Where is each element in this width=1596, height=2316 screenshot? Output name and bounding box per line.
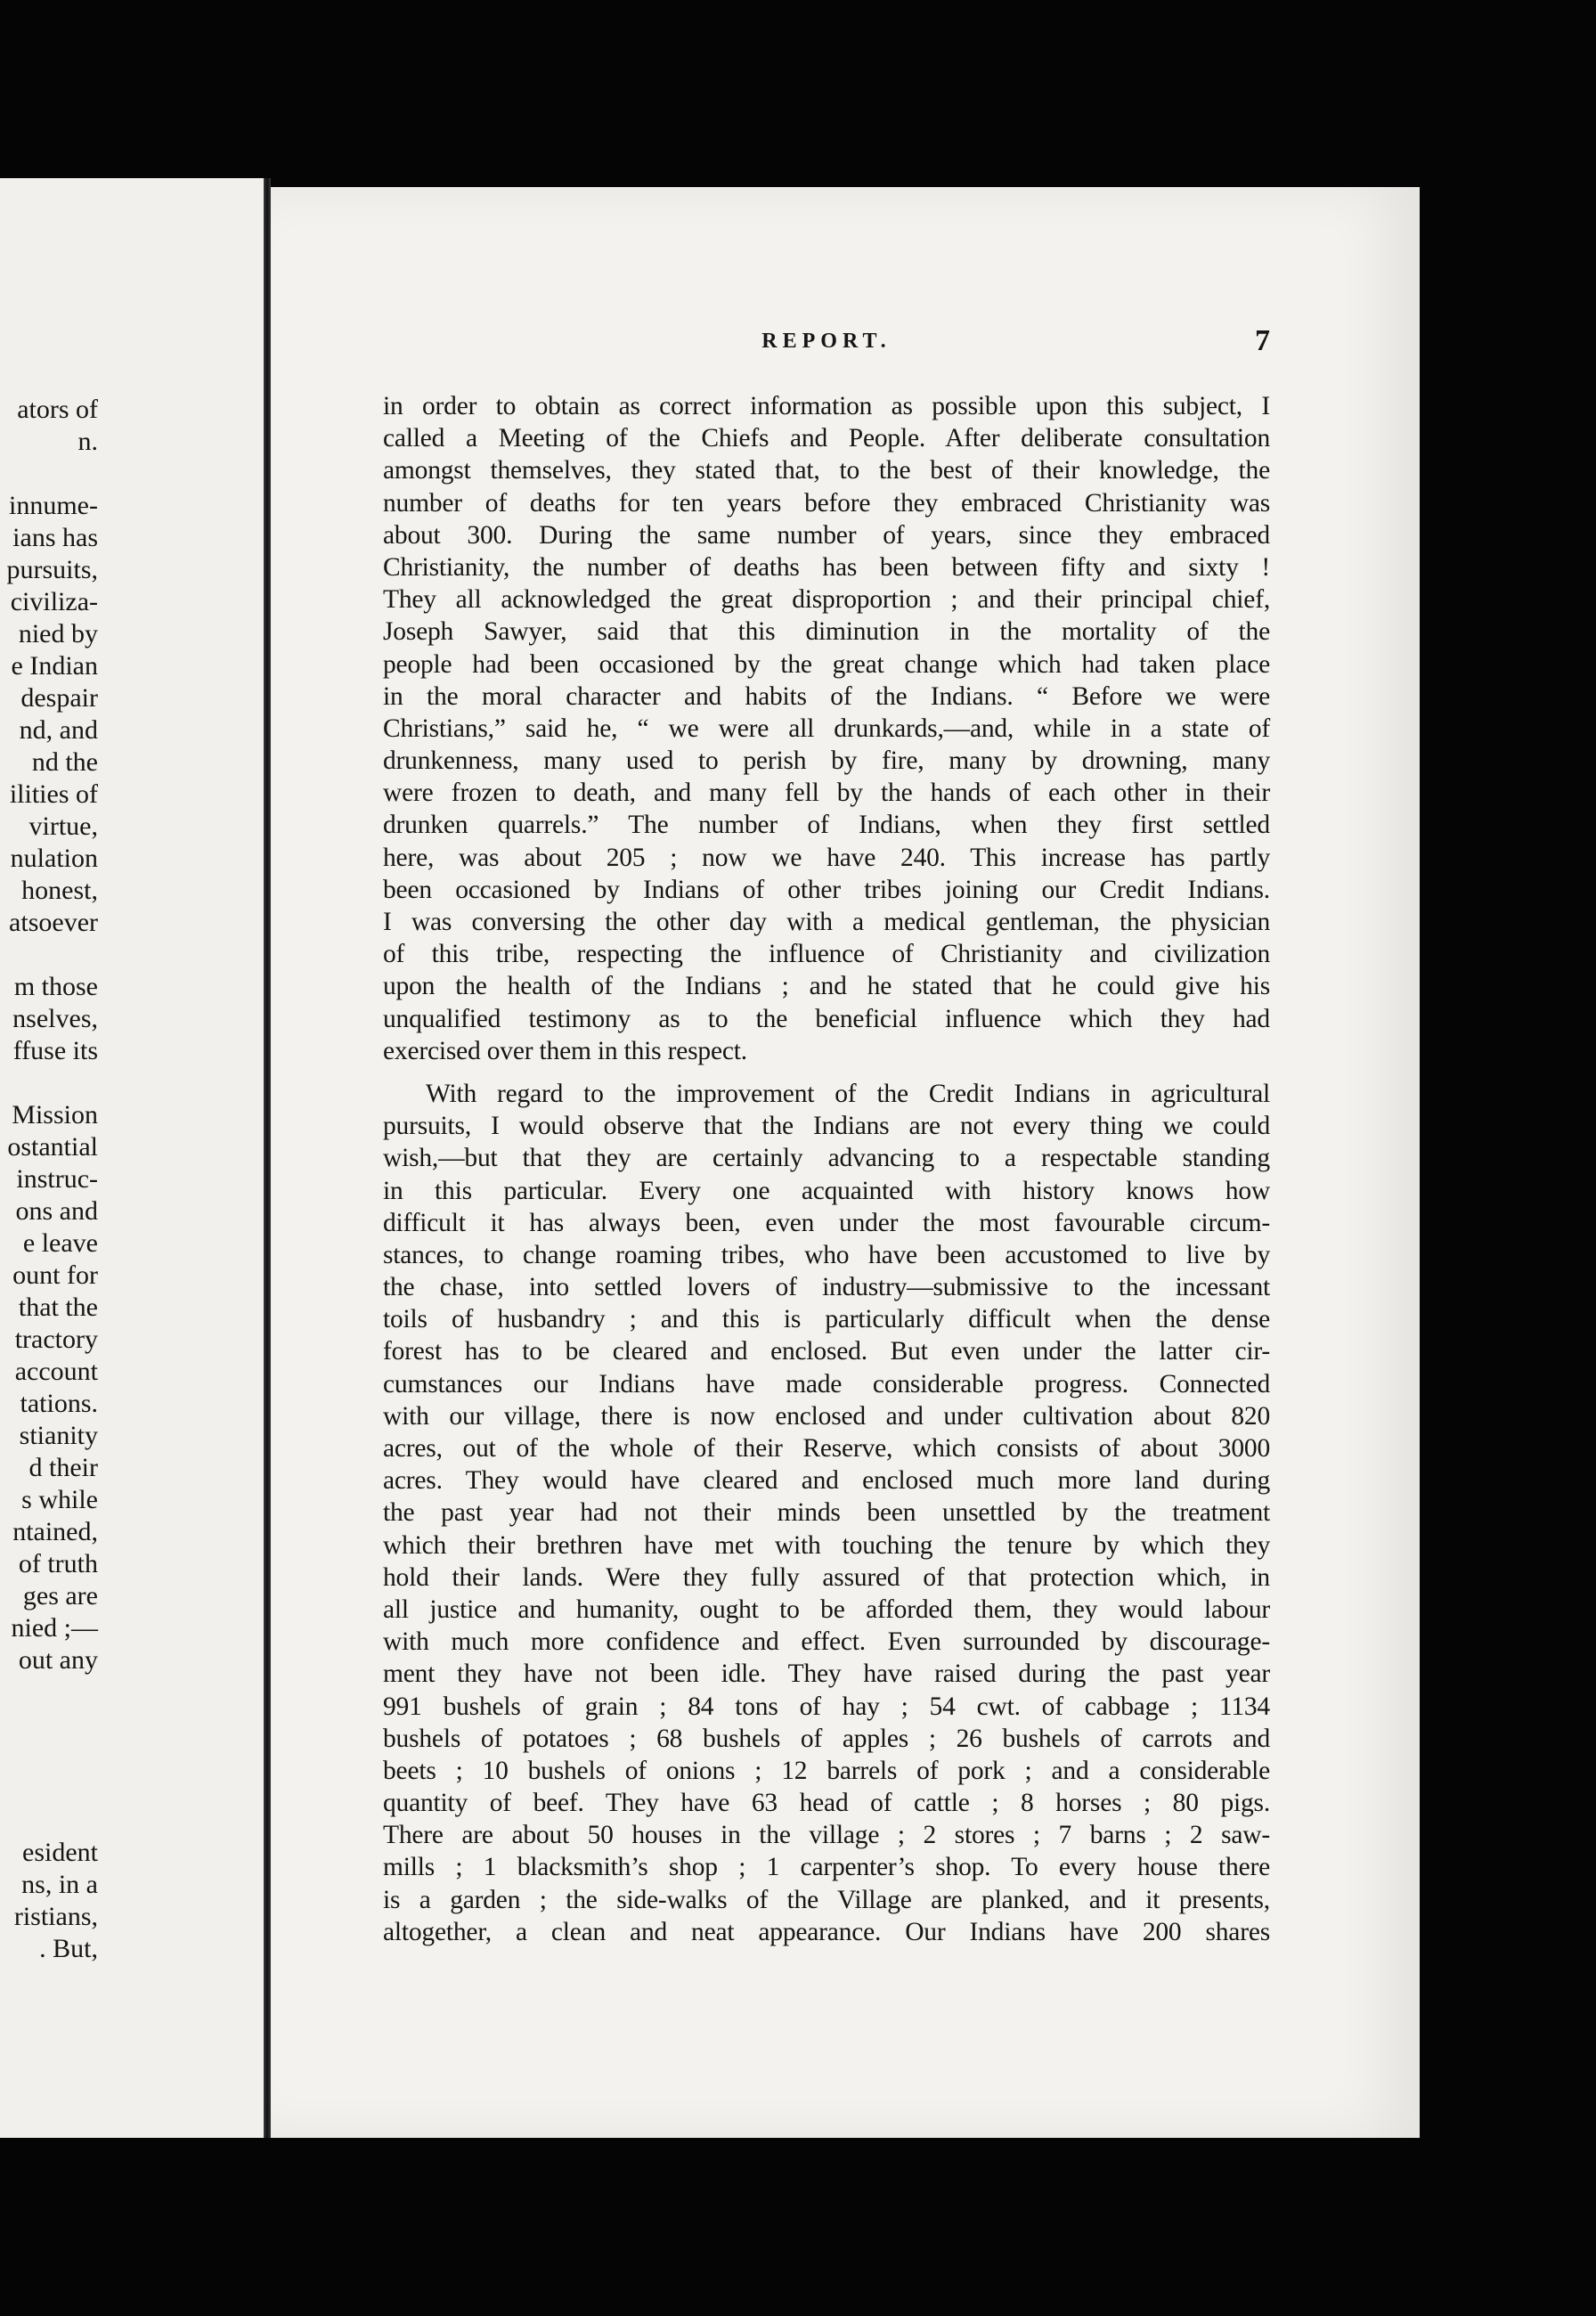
text-line: were frozen to death, and many fell by the hands of each other in their: [383, 779, 1270, 808]
left-page-line: tations.: [20, 1389, 98, 1418]
page-text-block: [383, 324, 1270, 1948]
left-page-line: despair: [20, 683, 98, 713]
left-page-line: innume-: [9, 491, 98, 520]
left-page-line: e leave: [22, 1228, 98, 1258]
left-page-fragment: [0, 178, 264, 2138]
left-page-line: nd the: [31, 747, 98, 777]
book-gutter: [264, 178, 271, 2138]
left-page-line: n.: [77, 427, 98, 456]
text-line: pursuits, I would observe that the Indians are not every thing we could: [383, 1112, 1270, 1141]
left-page-line: stianity: [19, 1421, 98, 1450]
text-line: the past year had not their minds been unsettled by the treatment: [383, 1498, 1270, 1528]
text-line: drunkenness, many used to perish by fire, many by drowning, many: [383, 746, 1270, 776]
left-page-line: m those: [13, 972, 98, 1001]
left-page-line: nied ;—: [11, 1613, 98, 1643]
left-page-line: civiliza-: [10, 587, 98, 616]
left-page-line: ators of: [17, 395, 98, 424]
text-line: stances, to change roaming tribes, who have been accustomed to live by: [383, 1240, 1270, 1269]
text-line: quantity of beef. They have 63 head of cattle ; 8 horses ; 80 pigs.: [383, 1789, 1270, 1818]
text-line: beets ; 10 bushels of onions ; 12 barrels of pork ; and a considerable: [383, 1756, 1270, 1785]
left-page-line: account: [14, 1357, 98, 1386]
text-line: Christianity, the number of deaths has been between fifty and sixty !: [383, 552, 1270, 582]
paragraph: [383, 1078, 1270, 1948]
left-page-line: ristians,: [13, 1902, 98, 1931]
text-line: is a garden ; the side-walks of the Village are planked, and it presents,: [383, 1885, 1270, 1914]
text-line: They all acknowledged the great disproportion ; and their principal chief,: [383, 585, 1270, 615]
text-line: which their brethren have met with touching the tenure by which they: [383, 1530, 1270, 1560]
text-line: with our village, there is now enclosed and under cultivation about 820: [383, 1401, 1270, 1431]
paragraph-gap: [383, 1067, 1270, 1078]
text-line: in the moral character and habits of the Indians. “ Before we were: [383, 681, 1270, 711]
left-page-line: nd, and: [19, 715, 98, 745]
body-text: [383, 390, 1270, 1948]
left-page-line: [0, 458, 98, 490]
text-line: number of deaths for ten years before they embraced Christianity was: [383, 488, 1270, 518]
text-line: mills ; 1 blacksmith’s shop ; 1 carpenter’s shop. To every house there: [383, 1853, 1270, 1882]
left-page-line: honest,: [21, 876, 98, 905]
left-page-line: e Indian: [11, 651, 98, 681]
text-line: acres, out of the whole of their Reserve, which consists of about 3000: [383, 1434, 1270, 1463]
text-line: in order to obtain as correct information as possible upon this subject, I: [383, 392, 1270, 420]
left-page-line: ges are: [22, 1581, 98, 1611]
left-page-text: [0, 394, 98, 1965]
left-page-line: [0, 1708, 98, 1741]
running-head: [383, 324, 1270, 365]
left-page-line: s while: [21, 1485, 98, 1514]
text-line: I was conversing the other day with a medical gentleman, the physician: [383, 908, 1270, 936]
left-page-line: [0, 1805, 98, 1837]
text-line: cumstances our Indians have made considerable progress. Connected: [383, 1369, 1270, 1399]
left-page-line: [0, 1067, 98, 1099]
left-page-line: nselves,: [12, 1004, 98, 1033]
text-line: altogether, a clean and neat appearance. Our Indians have 200 shares: [383, 1917, 1270, 1946]
left-page-line: Mission: [12, 1100, 98, 1129]
text-line: about 300. During the same number of years, since they embraced: [383, 520, 1270, 550]
left-page-line: [0, 1773, 98, 1805]
left-page-line: ns, in a: [21, 1870, 98, 1899]
text-line: the chase, into settled lovers of industry—submissive to the incessant: [383, 1273, 1270, 1302]
text-line: unqualified testimony as to the beneficial influence which they had: [383, 1004, 1270, 1033]
left-page-line: pursuits,: [6, 555, 98, 584]
left-page-line: ount for: [12, 1260, 98, 1290]
left-page-line: [0, 939, 98, 971]
left-page-line: nulation: [10, 844, 98, 873]
text-line: upon the health of the Indians ; and he stated that he could give his: [383, 972, 1270, 1001]
left-page-line: . But,: [39, 1934, 98, 1963]
text-line: With regard to the improvement of the Credit Indians in agricultural: [426, 1079, 1270, 1108]
left-page-line: ons and: [15, 1196, 98, 1226]
text-line: amongst themselves, they stated that, to the best of their knowledge, the: [383, 456, 1270, 485]
text-line: Joseph Sawyer, said that this diminution in the mortality of the: [383, 617, 1270, 647]
text-line: called a Meeting of the Chiefs and People. After deliberate consultation: [383, 424, 1270, 453]
left-page-line: atsoever: [9, 908, 98, 937]
text-line: exercised over them in this respect.: [383, 1036, 747, 1065]
left-page-line: out any: [18, 1645, 98, 1675]
text-line: wish,—but that they are certainly advancing to a respectable standing: [383, 1144, 1270, 1173]
text-line: ment they have not been idle. They have raised during the past year: [383, 1660, 1270, 1689]
right-page: [271, 187, 1420, 2138]
left-page-line: of truth: [18, 1549, 98, 1578]
text-line: toils of husbandry ; and this is particularly difficult when the dense: [383, 1305, 1270, 1334]
text-line: been occasioned by Indians of other tribes joining our Credit Indians.: [383, 875, 1270, 904]
text-line: There are about 50 houses in the village ; 2 stores ; 7 barns ; 2 saw-: [383, 1821, 1270, 1850]
left-page-line: [0, 1741, 98, 1773]
text-line: Christians,” said he, “ we were all drunkards,—and, while in a state of: [383, 714, 1270, 743]
left-page-line: ntained,: [12, 1517, 98, 1546]
left-page-line: tractory: [14, 1325, 98, 1354]
left-page-line: [0, 1676, 98, 1708]
left-page-line: d their: [28, 1453, 98, 1482]
paragraph: [383, 390, 1270, 1067]
running-head-title: REPORT.: [761, 330, 892, 353]
left-page-line: ilities of: [9, 779, 98, 809]
left-page-line: instruc-: [16, 1164, 98, 1194]
text-line: difficult it has always been, even under the most favourable circum-: [383, 1208, 1270, 1237]
text-line: bushels of potatoes ; 68 bushels of apples ; 26 bushels of carrots and: [383, 1724, 1270, 1753]
left-page-line: ffuse its: [12, 1036, 98, 1065]
left-page-line: ostantial: [7, 1132, 98, 1162]
text-line: in this particular. Every one acquainted with history knows how: [383, 1176, 1270, 1205]
text-line: here, was about 205 ; now we have 240. This increase has partly: [383, 843, 1270, 872]
text-line: people had been occasioned by the great change which had taken place: [383, 649, 1270, 679]
left-page-line: ians has: [12, 523, 98, 552]
text-line: forest has to be cleared and enclosed. But even under the latter cir-: [383, 1337, 1270, 1366]
text-line: drunken quarrels.” The number of Indians, when they first settled: [383, 811, 1270, 840]
text-line: with much more confidence and effect. Even surrounded by discourage-: [383, 1627, 1270, 1657]
text-line: all justice and humanity, ought to be afforded them, they would labour: [383, 1594, 1270, 1624]
text-line: acres. They would have cleared and enclosed much more land during: [383, 1466, 1270, 1496]
left-page-line: virtue,: [28, 811, 98, 841]
text-line: hold their lands. Were they fully assured of that protection which, in: [383, 1562, 1270, 1592]
text-line: 991 bushels of grain ; 84 tons of hay ; 54 cwt. of cabbage ; 1134: [383, 1692, 1270, 1721]
left-page-line: esident: [22, 1838, 98, 1867]
text-line: of this tribe, respecting the influence of Christianity and civilization: [383, 940, 1270, 969]
left-page-line: nied by: [18, 619, 98, 648]
page-number: 7: [1255, 324, 1270, 357]
left-page-line: that the: [18, 1293, 98, 1322]
